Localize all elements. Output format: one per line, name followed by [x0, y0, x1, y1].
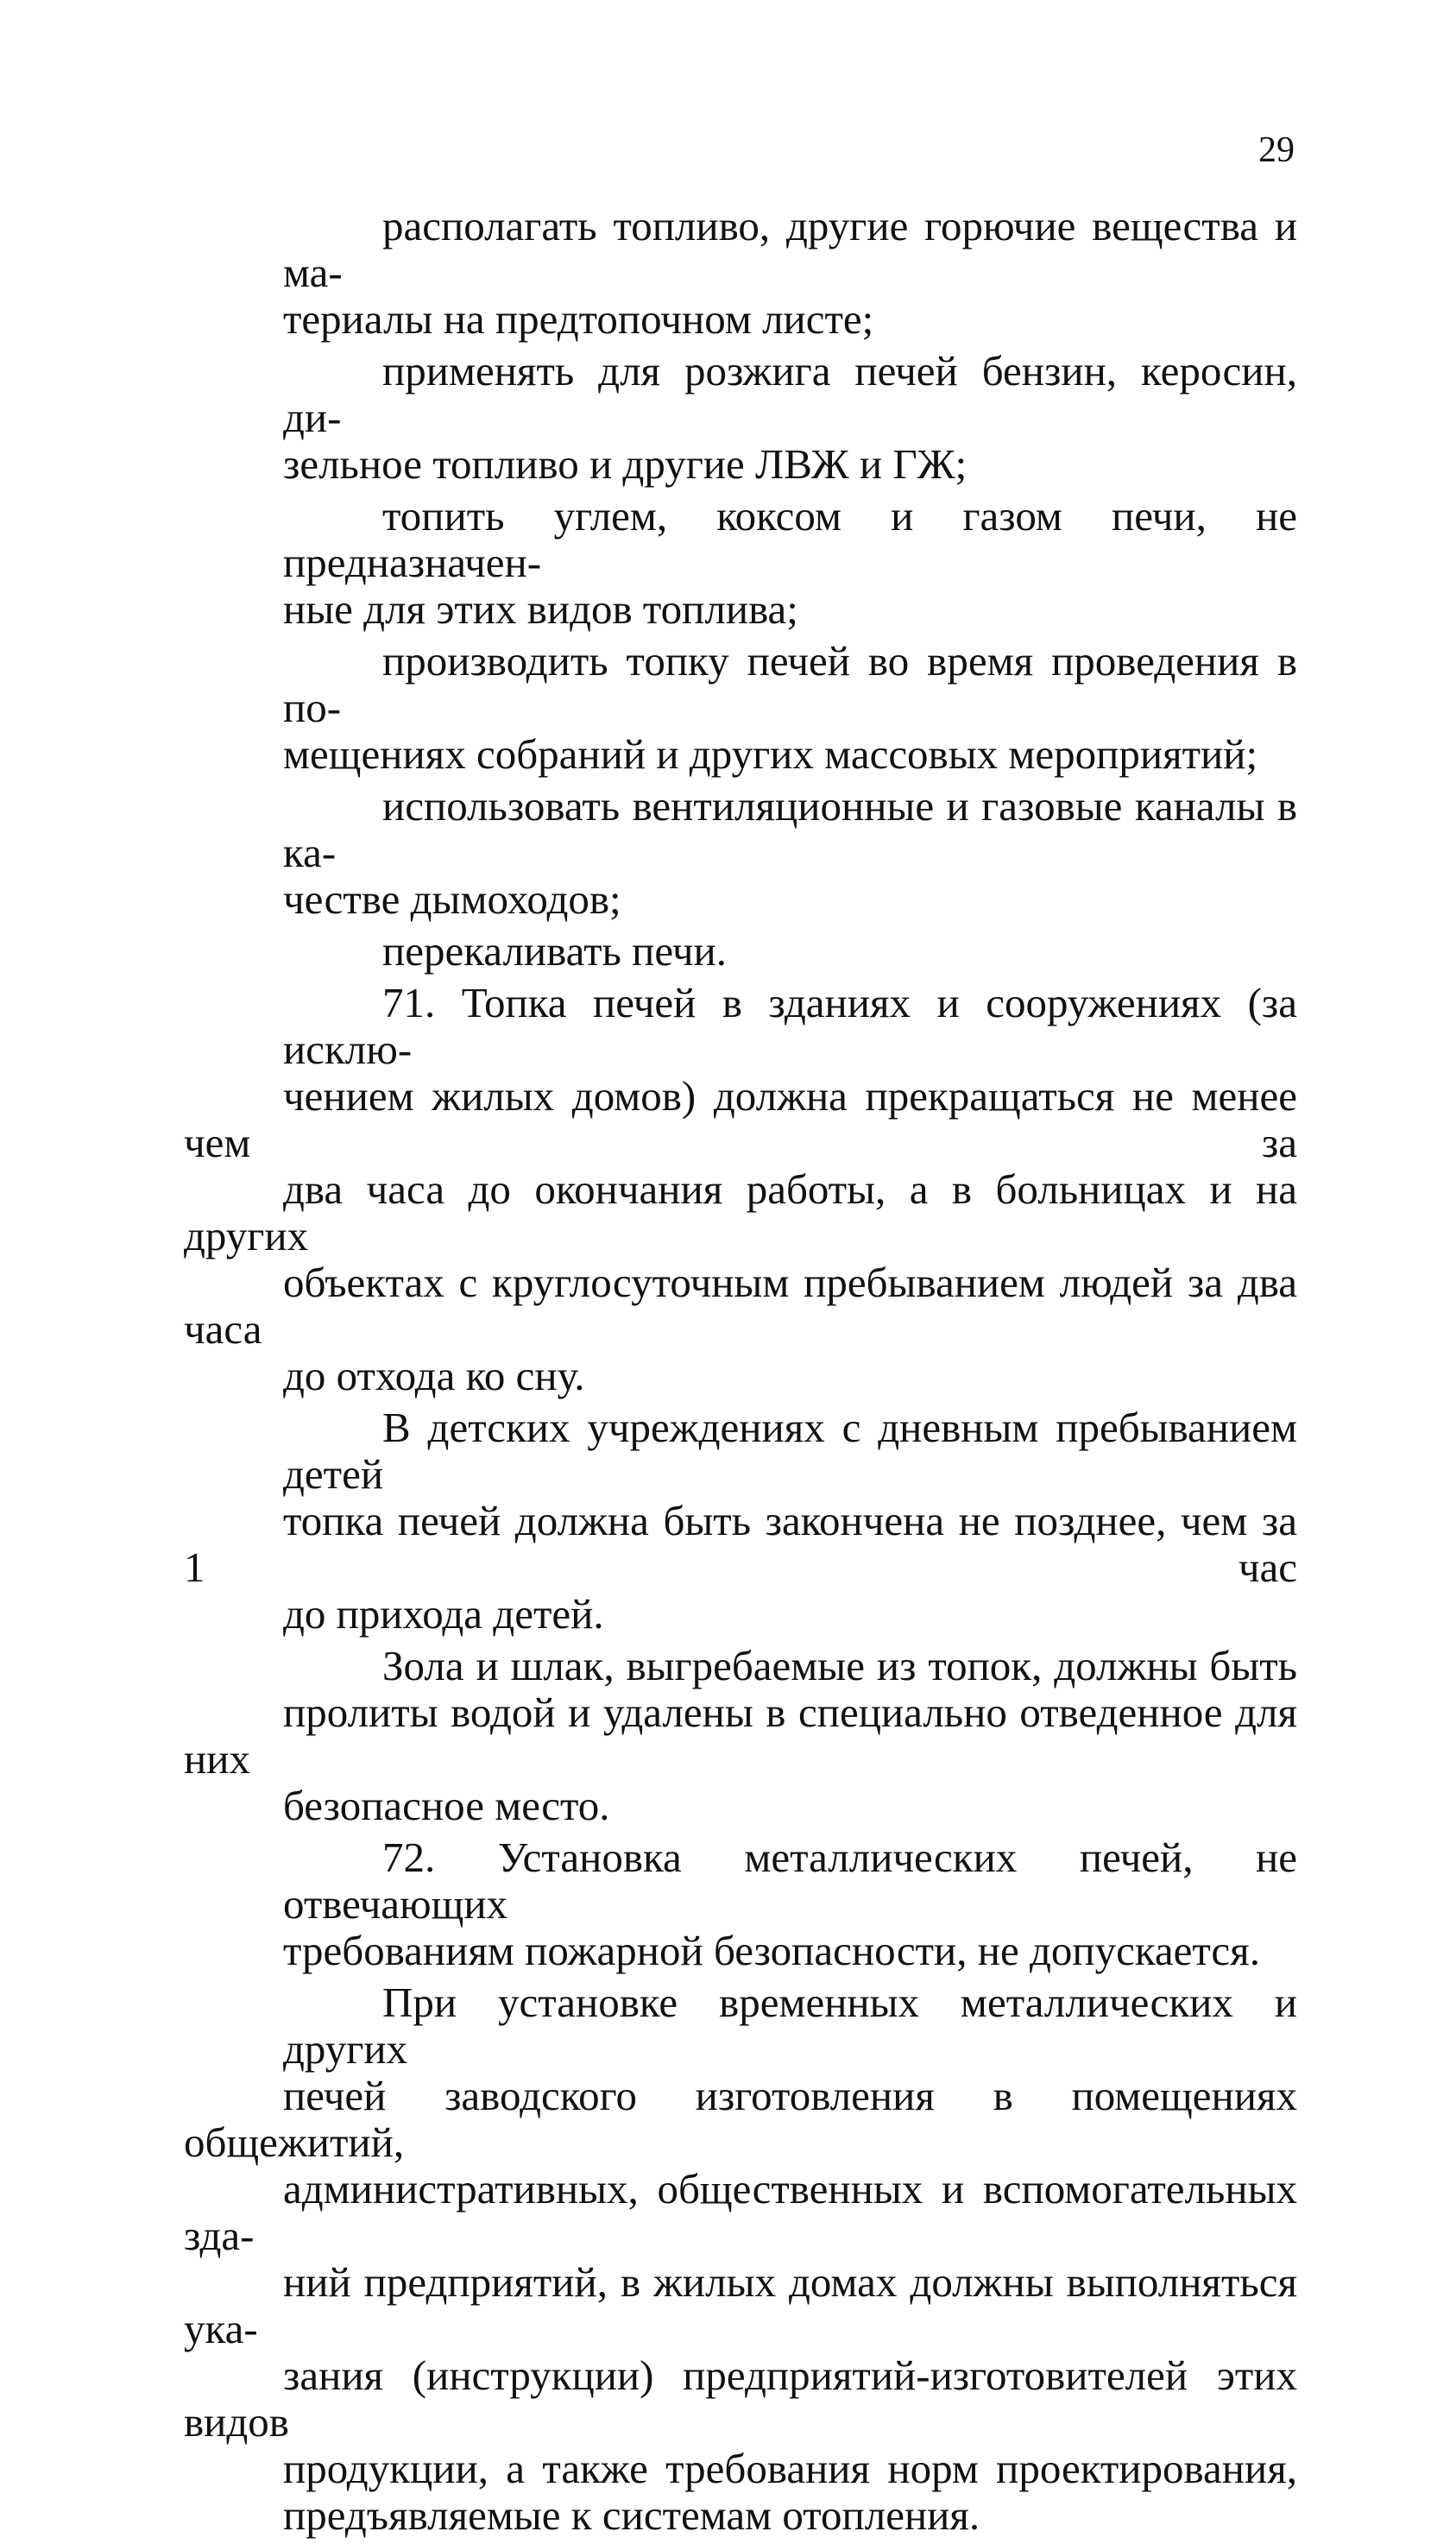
text-line: предъявляемые к системам отопления.	[283, 2491, 980, 2539]
paragraph-clause-71	[184, 980, 1297, 1399]
text-line: Зола и шлак, выгребаемые из топок, должны быть	[382, 1642, 1297, 1689]
text-line: мещениях собраний и других массовых мероприятий;	[283, 730, 1258, 778]
text-line: административных, общественных и вспомогательных зда-	[184, 2165, 1297, 2259]
text-line: располагать топливо, другие горючие вещества и ма-	[283, 202, 1297, 296]
text-line: честве дымоходов;	[283, 875, 621, 923]
paragraph-ban-vent-channels	[184, 783, 1297, 923]
text-line: 71. Топка печей в зданиях и сооружениях (за исклю-	[283, 979, 1297, 1073]
text-line: пролиты водой и удалены в специально отведенное для них	[184, 1689, 1297, 1783]
text-line: до прихода детей.	[283, 1590, 604, 1638]
paragraph-ban-during-events	[184, 638, 1297, 778]
paragraph-ban-fuel-on-sheet	[184, 203, 1297, 343]
text-line: топка печей должна быть закончена не позднее, чем за 1 час	[184, 1497, 1297, 1591]
paragraph-ban-overheating	[184, 928, 1297, 975]
text-line: В детских учреждениях с дневным пребыванием детей	[283, 1404, 1297, 1498]
paragraph-children-institutions	[184, 1405, 1297, 1638]
text-line: зельное топливо и другие ЛВЖ и ГЖ;	[283, 440, 968, 488]
text-line: печей заводского изготовления в помещениях общежитий,	[184, 2072, 1297, 2166]
text-line: При установке временных металлических и других	[283, 1979, 1297, 2073]
text-line: топить углем, коксом и газом печи, не предназначен-	[283, 492, 1297, 586]
document-body	[184, 203, 1297, 2544]
text-line: безопасное место.	[283, 1782, 610, 1829]
text-line: два часа до окончания работы, а в больницах и на других	[184, 1165, 1297, 1259]
text-line: чением жилых домов) должна прекращаться не менее чем за	[184, 1072, 1297, 1166]
text-line: до отхода ко сну.	[283, 1352, 585, 1399]
page-number: 29	[1258, 130, 1295, 170]
text-line: продукции, а также требования норм проектирования,	[283, 2445, 1297, 2492]
text-line: требованиям пожарной безопасности, не допускается.	[283, 1927, 1260, 1974]
text-line: перекаливать печи.	[382, 927, 727, 975]
paragraph-temporary-stoves	[184, 1979, 1297, 2539]
paragraph-ban-wrong-fuel	[184, 493, 1297, 633]
text-line: териалы на предтопочном листе;	[283, 295, 874, 343]
text-line: применять для розжига печей бензин, керосин, ди-	[283, 347, 1297, 441]
text-line: 72. Установка металлических печей, не отвечающих	[283, 1834, 1297, 1928]
text-line: производить топку печей во время проведения в по-	[283, 637, 1297, 731]
text-line: использовать вентиляционные и газовые каналы в ка-	[283, 782, 1297, 876]
text-line: объектах с круглосуточным пребыванием людей за два часа	[184, 1259, 1297, 1353]
text-line: ний предприятий, в жилых домах должны выполняться ука-	[184, 2258, 1297, 2352]
paragraph-ban-flammable-ignition	[184, 348, 1297, 488]
paragraph-ash-and-slag	[184, 1643, 1297, 1829]
text-line: ные для этих видов топлива;	[283, 585, 798, 633]
text-line: зания (инструкции) предприятий-изготовителей этих видов	[184, 2351, 1297, 2446]
paragraph-clause-72	[184, 1834, 1297, 1974]
